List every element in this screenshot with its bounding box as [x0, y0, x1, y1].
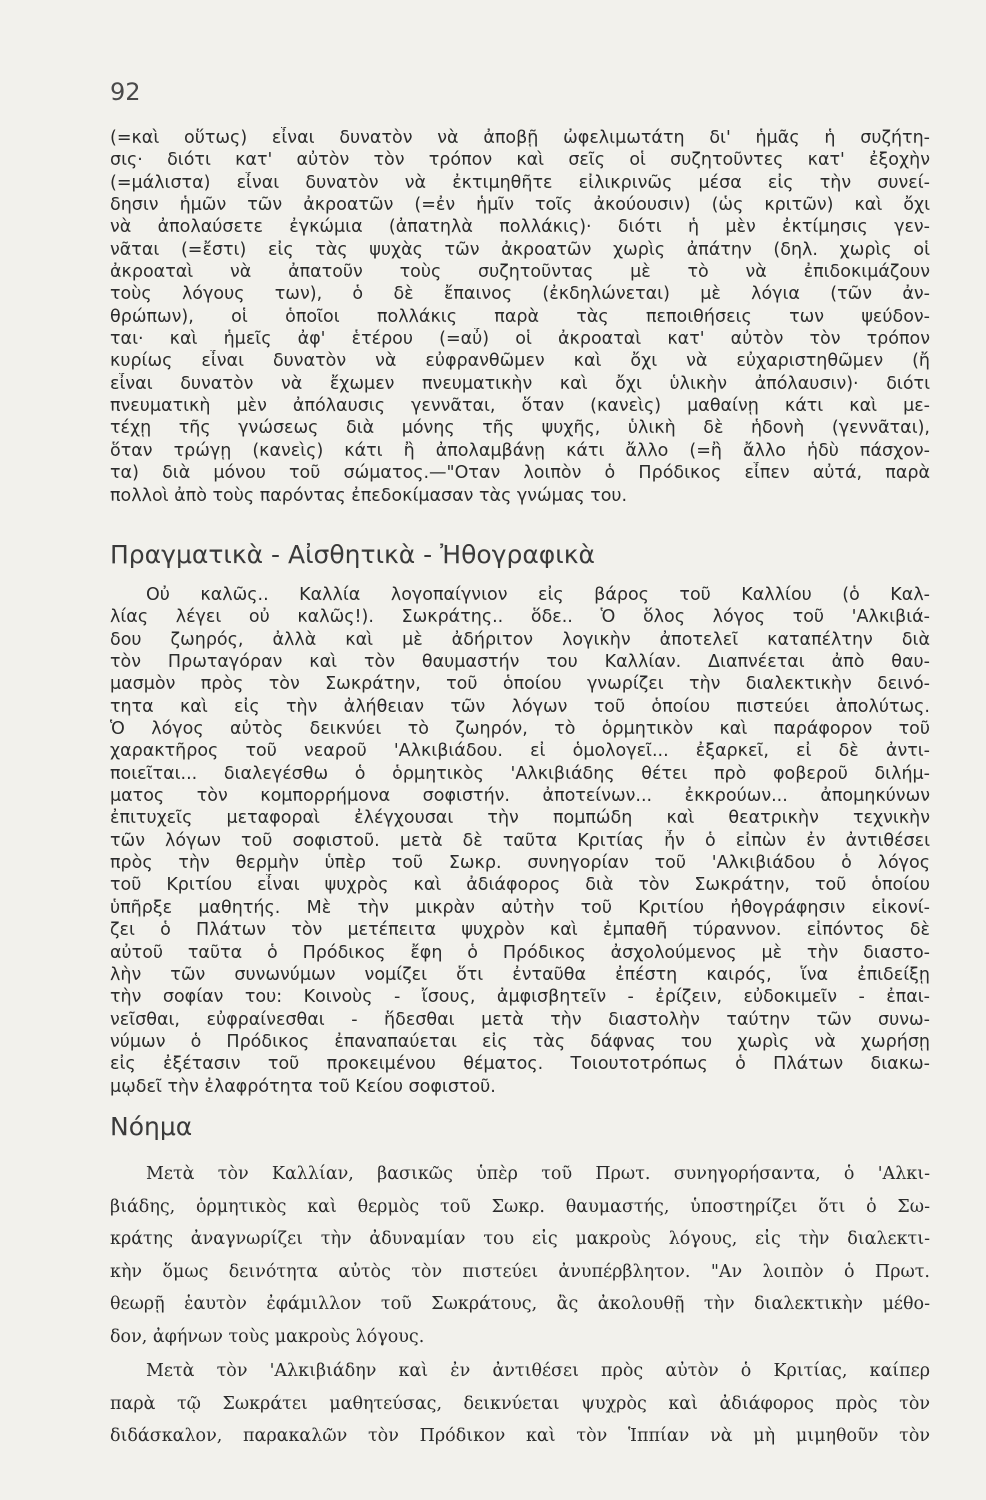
text-line: θρώπων), οἱ ὁποῖοι πολλάκις παρὰ τὰς πεποιθήσεις των ψεύδον-: [110, 306, 930, 327]
meaning-paragraph-2: [110, 1355, 930, 1453]
text-line: βιάδης, ὁρμητικὸς καὶ θερμὸς τοῦ Σωκρ. θαυμαστής, ὑποστηρίζει ὅτι ὁ Σω-: [110, 1196, 930, 1217]
text-line: ὅταν τρώγῃ (κανεὶς) κάτι ἢ ἀπολαμβάνῃ κάτι ἄλλο (=ἢ ἄλλο ἡδὺ πάσχον-: [110, 440, 930, 461]
text-line: Οὐ καλῶς.. Καλλία λογοπαίγνιον εἰς βάρος τοῦ Καλλίου (ὁ Καλ-: [146, 585, 930, 605]
text-line: διδάσκαλον, παρακαλῶν τὸν Πρόδικον καὶ τὸν Ἱππίαν νὰ μὴ μιμηθοῦν τὸν: [110, 1426, 930, 1446]
text-line: Μετὰ τὸν Καλλίαν, βασικῶς ὑπὲρ τοῦ Πρωτ. συνηγορήσαντα, ὁ 'Αλκι-: [146, 1164, 930, 1184]
text-line: νεῖσθαι, εὐφραίνεσθαι - ἥδεσθαι μετὰ τὴν διαστολὴν ταύτην τῶν συνω-: [110, 1009, 930, 1030]
text-line: ματος τὸν κομπορρήμονα σοφιστήν. ἀποτείνων... ἐκκρούων... ἀπομηκύνων: [110, 786, 930, 807]
text-line: πνευματικὴ μὲν ἀπόλαυσις γεννᾶται, ὅταν (κανεὶς) μαθαίνῃ κάτι καὶ με-: [110, 396, 930, 417]
text-line: τοὺς λόγους των), ὁ δὲ ἔπαινος (ἐκδηλώνεται) μὲ λόγια (τῶν ἀν-: [110, 284, 930, 305]
text-line: δου ζωηρός, ἀλλὰ καὶ μὲ ἀδήριτον λογικὴν ἀποτελεῖ καταπέλτην διὰ: [110, 629, 930, 650]
text-line: ζει ὁ Πλάτων τὸν μετέπειτα ψυχρὸν καὶ ἐμπαθῆ τύραννον. εἰπόντος δὲ: [110, 920, 930, 941]
text-line: μασμὸν πρὸς τὸν Σωκράτην, τοῦ ὁποίου γνωρίζει τὴν διαλεκτικὴν δεινό-: [110, 674, 930, 695]
text-line: νύμων ὁ Πρόδικος ἐπαναπαύεται εἰς τὰς δάφνας του χωρὶς νὰ χωρήσῃ: [110, 1031, 930, 1052]
text-line: ἐπιτυχεῖς μεταφοραὶ ἐλέγχουσαι τὴν πομπώδη καὶ θεατρικὴν τεχνικὴν: [110, 808, 930, 829]
text-line: τα) διὰ μόνου τοῦ σώματος.—"Οταν λοιπὸν ὁ Πρόδικος εἶπεν αὐτά, παρὰ: [110, 463, 930, 484]
text-line: νὰ ἀπολαύσετε ἐγκώμια (ἀπατηλὰ πολλάκις)· διότι ἡ μὲν ἐκτίμησις γεν-: [110, 217, 930, 238]
text-line: αὐτοῦ ταῦτα ὁ Πρόδικος ἔφη ὁ Πρόδικος ἀσχολούμενος μὲ τὴν διαστο-: [110, 942, 930, 963]
text-line: ἀκροαταὶ νὰ ἀπατοῦν τοὺς συζητοῦντας μὲ τὸ νὰ ἐπιδοκιμάζουν: [110, 262, 930, 283]
text-line: (=μάλιστα) εἶναι δυνατὸν νὰ ἐκτιμηθῆτε εἰλικρινῶς μέσα εἰς τὴν συνεί-: [110, 172, 930, 193]
text-line: πολλοὶ ἀπὸ τοὺς παρόντας ἐπεδοκίμασαν τὰς γνώμας του.: [110, 485, 628, 506]
text-line: εἶναι δυνατὸν νὰ ἔχωμεν πνευματικὴν καὶ ὄχι ὑλικὴν ἀπόλαυσιν)· διότι: [110, 373, 930, 394]
text-line: σις· διότι κατ' αὐτὸν τὸν τρόπον καὶ σεῖς οἱ συζητοῦντες κατ' ἐξοχὴν: [110, 150, 930, 171]
text-line: τέχῃ τῆς γνώσεως διὰ μόνης τῆς ψυχῆς, ὑλικὴ δὲ ἡδονὴ (γεννᾶται),: [110, 418, 930, 439]
text-line: κυρίως εἶναι δυνατὸν νὰ εὐφρανθῶμεν καὶ ὄχι νὰ εὐχαριστηθῶμεν (ἤ: [110, 351, 930, 372]
text-line: κὴν ὅμως δεινότητα αὐτὸς τὸν πιστεύει ἀνυπέρβλητον. "Αν λοιπὸν ὁ Πρωτ.: [110, 1261, 930, 1282]
text-line: δησιν ἡμῶν τῶν ἀκροατῶν (=ἐν ἡμῖν τοῖς ἀκούουσιν) (ὡς κριτῶν) καὶ ὄχι: [110, 195, 930, 216]
page-number: 92: [110, 78, 141, 106]
text-line: ποιεῖται... διαλεγέσθω ὁ ὁρμητικὸς 'Αλκιβιάδης θέτει πρὸ φοβεροῦ διλήμ-: [110, 763, 930, 784]
text-line: τῶν λόγων τοῦ σοφιστοῦ. μετὰ δὲ ταῦτα Κριτίας ἦν ὁ εἰπὼν ἐν ἀντιθέσει: [110, 830, 930, 851]
text-line: Ὁ λόγος αὐτὸς δεικνύει τὸ ζωηρόν, τὸ ὁρμητικὸν καὶ παράφορον τοῦ: [110, 719, 930, 740]
text-line: κράτης ἀναγνωρίζει τὴν ἀδυναμίαν του εἰς μακροὺς λόγους, εἰς τὴν διαλεκτι-: [110, 1229, 930, 1249]
analysis-paragraph: [110, 584, 930, 1098]
text-line: εἰς ἐξέτασιν τοῦ προκειμένου θέματος. Τοιουτοτρόπως ὁ Πλάτων διακω-: [110, 1054, 930, 1075]
section-heading-realities-aesthetics-characterization: Πραγματικὰ - Αἰσθητικὰ - Ἠθογραφικὰ: [110, 540, 595, 569]
section-heading-meaning: Νόημα: [110, 1112, 193, 1141]
text-line: (=καὶ οὕτως) εἶναι δυνατὸν νὰ ἀποβῇ ὠφελιμωτάτη δι' ἡμᾶς ἡ συζήτη-: [110, 128, 930, 148]
meaning-paragraph-1: [110, 1158, 930, 1353]
text-line: Μετὰ τὸν 'Αλκιβιάδην καὶ ἐν ἀντιθέσει πρὸς αὐτὸν ὁ Κριτίας, καίπερ: [146, 1361, 930, 1381]
text-line: ὑπῆρξε μαθητής. Μὲ τὴν μικρὰν αὐτὴν τοῦ Κριτίου ἠθογράφησιν εἰκονί-: [110, 897, 930, 918]
text-line: δον, ἀφήνων τοὺς μακροὺς λόγους.: [110, 1326, 425, 1347]
text-line: θεωρῇ ἑαυτὸν ἐφάμιλλον τοῦ Σωκράτους, ἂς ἀκολουθῇ τὴν διαλεκτικὴν μέθο-: [110, 1294, 930, 1314]
text-line: ται· καὶ ἡμεῖς ἀφ' ἑτέρου (=αὖ) οἱ ἀκροαταὶ κατ' αὐτὸν τὸν τρόπον: [110, 329, 930, 350]
text-line: χαρακτῆρος τοῦ νεαροῦ 'Αλκιβιάδου. εἰ ὁμολογεῖ... ἐξαρκεῖ, εἰ δὲ ἀντι-: [110, 741, 930, 762]
text-line: πρὸς τὴν θερμὴν ὑπὲρ τοῦ Σωκρ. συνηγορίαν τοῦ 'Αλκιβιάδου ὁ λόγος: [110, 853, 930, 874]
text-line: τητα καὶ εἰς τὴν ἀλήθειαν τῶν λόγων τοῦ ὁποίου πιστεύει ἀπολύτως.: [110, 696, 930, 717]
text-line: λίας λέγει οὐ καλῶς!). Σωκράτης.. ὅδε.. Ὁ ὅλος λόγος τοῦ 'Αλκιβιά-: [110, 607, 930, 628]
text-line: τοῦ Κριτίου εἶναι ψυχρὸς καὶ ἀδιάφορος διὰ τὸν Σωκράτην, τοῦ ὁποίου: [110, 875, 930, 896]
text-line: μῳδεῖ τὴν ἐλαφρότητα τοῦ Κείου σοφιστοῦ.: [110, 1076, 496, 1097]
text-line: τὴν σοφίαν του: Κοινοὺς - ἴσους, ἀμφισβητεῖν - ἐρίζειν, εὐδοκιμεῖν - ἐπαι-: [110, 987, 930, 1008]
text-line: τὸν Πρωταγόραν καὶ τὸν θαυμαστήν του Καλλίαν. Διαπνέεται ἀπὸ θαυ-: [110, 652, 930, 673]
text-line: λὴν τῶν συνωνύμων νομίζει ὅτι ἐνταῦθα ἐπέστη καιρός, ἵνα ἐπιδείξῃ: [110, 964, 930, 985]
text-line: παρὰ τῷ Σωκράτει μαθητεύσας, δεικνύεται ψυχρὸς καὶ ἀδιάφορος πρὸς τὸν: [110, 1393, 930, 1414]
commentary-paragraph: [110, 127, 930, 507]
text-line: νᾶται (=ἔστι) εἰς τὰς ψυχὰς τῶν ἀκροατῶν χωρὶς ἀπάτην (δηλ. χωρὶς οἱ: [110, 239, 930, 260]
